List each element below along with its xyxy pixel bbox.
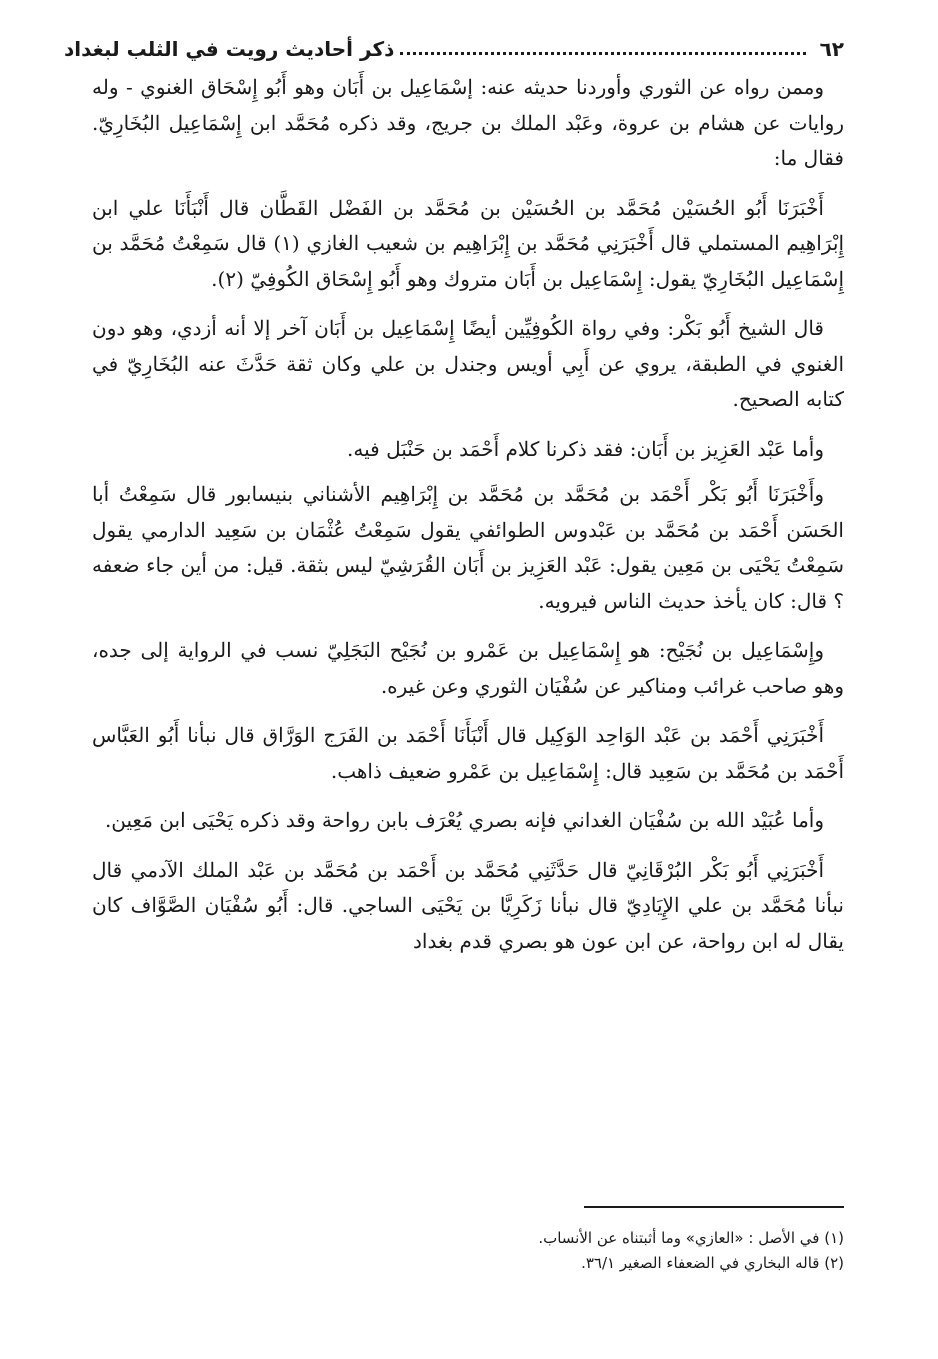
- paragraph-6: وإِسْمَاعِيل بن نُجَيْح: هو إِسْمَاعِيل بن عَمْرو بن نُجَيْح البَجَلِيّ نسب في الرواية إلى جده، وهو صاحب غرائب ومناكير عن سُفْيَان الثوري وعن غيره.: [92, 638, 844, 698]
- footnote-separator: [584, 1206, 844, 1208]
- running-head: [64, 28, 844, 62]
- paragraph-3: قال الشيخ أَبُو بَكْر: وفي رواة الكُوفِيِّين أيضًا إِسْمَاعِيل بن أَبَان آخر إلا أنه أزدي، وهو دون الغنوي في الطبقة، يروي عن أَبِي أويس وجندل بن علي وكان ثقة حَدَّثَ عنه البُخَارِيّ في كتابه الصحيح.: [92, 316, 844, 411]
- chapter-title: ذكر أحاديث رويت في الثلب لبغداد: [64, 37, 395, 61]
- paragraph-1: وممن رواه عن الثوري وأوردنا حديثه عنه: إسْمَاعِيل بن أَبَان وهو أَبُو إِسْحَاق الغنوي - وله روايات عن هشام بن عروة، وعَبْد الملك بن جريج، وقد ذكره مُحَمَّد ابن إِسْمَاعِيل البُخَارِيّ. فقال ما:: [92, 75, 844, 170]
- body-text: [92, 70, 844, 973]
- paragraph-7: أَخْبَرَنِي أَحْمَد بن عَبْد الوَاحِد الوَكِيل قال أَنْبَأَنَا أَحْمَد بن الفَرَج الوَرَّاق قال نبأنا أَبُو العَبَّاس أَحْمَد بن مُحَمَّد بن سَعِيد قال: إِسْمَاعِيل بن عَمْرو ضعيف ذاهب.: [92, 723, 844, 783]
- footnote-2: (٢) قاله البخاري في الضعفاء الصغير ٣٦/١.: [581, 1254, 844, 1272]
- paragraph-4: وأما عَبْد العَزِيز بن أَبَان: فقد ذكرنا كلام أَحْمَد بن حَنْبَل فيه.: [347, 436, 824, 461]
- page-number: ٦٢: [819, 37, 844, 61]
- paragraph-5: وأَخْبَرَنَا أَبُو بَكْر أَحْمَد بن مُحَمَّد بن مُحَمَّد بن إِبْرَاهِيم الأشناني بنيسابور قال سَمِعْتُ أبا الحَسَن أَحْمَد بن مُحَمَّد بن عَبْدوس الطوائفي يقول سَمِعْتُ عُثْمَان بن سَعِيد الدارمي يقول سَمِعْتُ يَحْيَى بن مَعِين يقول: عَبْد العَزِيز بن أَبَان القُرَشِيّ ليس بثقة. قيل: من أين جاء ضعفه ؟ قال: كان يأخذ حديث الناس فيرويه.: [92, 482, 844, 613]
- paragraph-9: أَخْبَرَنِي أَبُو بَكْر البُرْقَانِيّ قال حَدَّثَنِي مُحَمَّد بن أَحْمَد بن مُحَمَّد بن عَبْد الملك الآدمي قال نبأنا مُحَمَّد بن علي الإِيَادِيّ قال نبأنا زَكَرِيَّا بن يَحْيَى الساجي. قال: أَبُو سُفْيَان الصَّوَّاف كان يقال له ابن رواحة، عن ابن عون هو بصري قدم بغداد: [92, 857, 844, 953]
- header-leader-dots: [400, 52, 805, 55]
- paragraph-8: وأما عُبَيْد الله بن سُفْيَان الغداني فإنه بصري يُعْرَف بابن رواحة وقد ذكره يَحْيَى ابن مَعِين.: [104, 808, 824, 832]
- footnote-1: (١) في الأصل : «العازي» وما أثبتناه عن الأنساب.: [538, 1229, 844, 1247]
- footnotes: [92, 1226, 844, 1276]
- paragraph-2: أَخْبَرَنَا أَبُو الحُسَيْن مُحَمَّد بن الحُسَيْن بن مُحَمَّد بن الفَضْل القَطَّان قال أَنْبَأَنَا علي ابن إِبْرَاهِيم المستملي قال أَخْبَرَنِي مُحَمَّد بن إِبْرَاهِيم بن شعيب الغازي (١) قال سَمِعْتُ مُحَمَّد بن إِسْمَاعِيل البُخَارِيّ يقول: إِسْمَاعِيل بن أَبَان متروك وهو أَبُو إِسْحَاق الكُوفِيّ (٢).: [92, 195, 845, 291]
